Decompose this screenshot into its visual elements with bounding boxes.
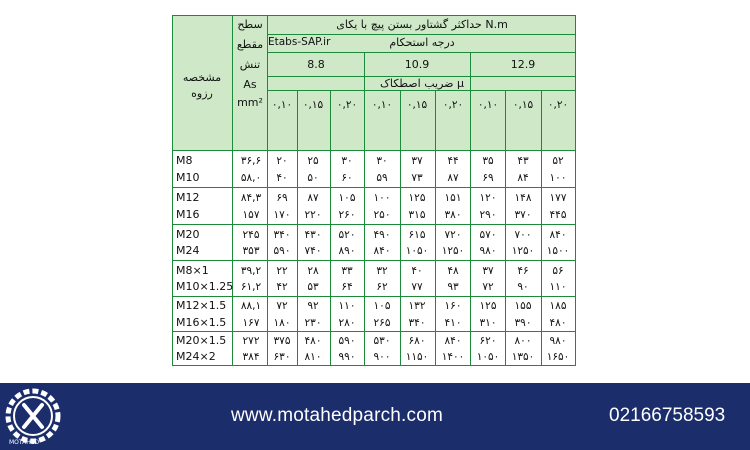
table-cell: ۸۴۰ [549,229,567,241]
mu-header-cell: ۰,۱۵ [512,99,534,111]
mu-header-cell: ۰,۱۵ [406,99,428,111]
grid-line [541,90,542,366]
table-cell: ۱۲۵۰ [441,245,465,257]
grid-line [364,52,365,366]
grid-line [267,90,576,91]
row-spec: M8 [176,154,193,167]
table-cell: ۲۲۰ [304,209,322,221]
table-cell: ۱۱۵۰ [405,351,429,363]
area-header-l3: تنش [239,58,261,71]
row-area: ۳۵۳ [242,245,260,257]
table-cell: ۲۸۰ [338,317,356,329]
grid-line [172,296,576,297]
table-cell: ۷۲ [276,300,288,312]
row-area: ۶۱,۲ [240,281,262,293]
table-cell: ۵۳۰ [373,335,391,347]
table-cell: ۲۲ [276,265,288,277]
row-area: ۳۶,۶ [240,155,262,167]
table-cell: ۷۷ [411,281,423,293]
mu-header-cell: ۰,۲۰ [442,99,464,111]
row-spec: M24 [176,244,200,257]
row-area: ۲۴۵ [242,229,260,241]
table-cell: ۶۹ [276,192,288,204]
grade-10-9: 10.9 [404,58,430,71]
mu-header-cell: ۰,۲۰ [547,99,569,111]
table-cell: ۹۰۰ [373,351,391,363]
table-cell: ۱۵۰۰ [546,245,570,257]
table-cell: ۷۴۰ [304,245,322,257]
table-cell: ۵۲ [552,155,564,167]
table-cell: ۳۷ [411,155,423,167]
grid-line [172,187,576,188]
table-cell: ۱۰۵۰ [405,245,429,257]
table-cell: ۶۴ [341,281,353,293]
table-cell: ۱۱۰ [549,281,567,293]
row-area: ۳۸۴ [242,351,260,363]
table-cell: ۱۴۸ [514,192,532,204]
table-cell: ۲۳۰ [304,317,322,329]
row-area: ۳۹,۲ [240,265,262,277]
table-cell: ۵۹۰ [338,335,356,347]
table-cell: ۱۴۰۰ [441,351,465,363]
grid-line [267,52,576,53]
row-area: ۸۸,۱ [240,300,262,312]
table-cell: ۳۴۰ [273,229,291,241]
table-cell: ۱۳۲ [408,300,426,312]
grid-line [267,15,268,366]
table-cell: ۳۱۵ [408,209,426,221]
torque-table [172,15,576,366]
mu-header-cell: ۰,۱۰ [371,99,393,111]
table-cell: ۴۴ [447,155,459,167]
row-spec: M10×1.25 [176,280,234,293]
mu-header-cell: ۰,۱۰ [271,99,293,111]
table-cell: ۹۰ [517,281,529,293]
grade-label: درجه استحکام [389,36,455,49]
row-spec: M8×1 [176,264,209,277]
table-cell: ۵۰ [307,172,319,184]
row-spec: M20×1.5 [176,334,227,347]
table-cell: ۵۷۰ [479,229,497,241]
row-area: ۸۴,۳ [240,192,262,204]
table-cell: ۹۹۰ [338,351,356,363]
row-area: ۱۵۷ [242,209,260,221]
table-cell: ۹۸۰ [549,335,567,347]
grade-8-8: 8.8 [307,58,325,71]
logo-text: MOTAHED [9,439,40,446]
table-cell: ۷۲ [482,281,494,293]
table-cell: ۳۲ [376,265,388,277]
spec-header: مشخصه رزوه [182,71,222,100]
grid-line [297,90,298,366]
table-cell: ۳۷۰ [514,209,532,221]
row-spec: M10 [176,171,200,184]
table-cell: ۶۰ [341,172,353,184]
table-cell: ۱۰۰ [373,192,391,204]
grid-line [172,15,173,366]
table-cell: ۲۶۵ [373,317,391,329]
grid-line [575,15,576,366]
table-cell: ۵۹۰ [273,245,291,257]
table-cell: ۸۰۰ [514,335,532,347]
table-cell: ۱۳۵۰ [511,351,535,363]
table-cell: ۴۹۰ [373,229,391,241]
table-cell: ۴۱۰ [444,317,462,329]
grid-line [232,15,233,366]
table-cell: ۳۷ [482,265,494,277]
table-cell: ۱۲۵۰ [511,245,535,257]
grid-line [172,260,576,261]
row-spec: M12 [176,191,200,204]
friction-label: ضریب اصطکاک μ [380,77,464,90]
table-cell: ۸۱۰ [304,351,322,363]
row-area: ۲۷۲ [242,335,260,347]
table-cell: ۷۲۰ [444,229,462,241]
table-cell: ۱۵۵ [514,300,532,312]
table-cell: ۱۸۵ [549,300,567,312]
table-cell: ۷۳ [411,172,423,184]
table-cell: ۱۷۰ [273,209,291,221]
table-cell: ۳۳ [341,265,353,277]
table-cell: ۱۰۵ [338,192,356,204]
row-spec: M12×1.5 [176,299,227,312]
table-cell: ۴۳ [517,155,529,167]
table-cell: ۴۴۵ [549,209,567,221]
table-cell: ۴۸۰ [304,335,322,347]
table-cell: ۱۶۰ [444,300,462,312]
table-cell: ۹۳ [447,281,459,293]
row-area: ۱۶۷ [242,317,260,329]
table-cell: ۳۵ [482,155,494,167]
table-cell: ۳۸۰ [444,209,462,221]
table-cell: ۴۲ [276,281,288,293]
area-header-l2: مقطع [236,38,264,51]
grid-line [172,331,576,332]
grid-line [172,150,576,151]
table-cell: ۸۷ [447,172,459,184]
area-header-l5: mm² [237,96,263,109]
table-cell: ۴۶ [517,265,529,277]
table-cell: ۱۲۵ [408,192,426,204]
table-cell: ۲۸ [307,265,319,277]
table-cell: ۶۳۰ [273,351,291,363]
table-cell: ۱۰۵۰ [476,351,500,363]
table-cell: ۱۱۰ [338,300,356,312]
area-header-l4: As [243,78,257,91]
table-cell: ۶۲ [376,281,388,293]
table-cell: ۲۵ [307,155,319,167]
mu-header-cell: ۰,۱۰ [477,99,499,111]
grid-line [267,34,576,35]
table-cell: ۳۹۰ [514,317,532,329]
table-cell: ۱۲۰ [479,192,497,204]
grid-line [400,90,401,366]
table-cell: ۴۰ [411,265,423,277]
table-cell: ۱۲۵ [479,300,497,312]
table-cell: ۸۹۰ [338,245,356,257]
table-cell: ۴۸ [447,265,459,277]
table-cell: ۱۰۰ [549,172,567,184]
grid-line [172,224,576,225]
row-area: ۵۸,۰ [240,172,262,184]
table-cell: ۶۹ [482,172,494,184]
table-cell: ۸۷ [307,192,319,204]
table-cell: ۹۸۰ [479,245,497,257]
table-cell: ۱۶۵۰ [546,351,570,363]
table-cell: ۵۳ [307,281,319,293]
table-cell: ۲۶۰ [338,209,356,221]
table-cell: ۶۱۵ [408,229,426,241]
table-cell: ۳۴۰ [408,317,426,329]
table-cell: ۲۵۰ [373,209,391,221]
grid-line [435,90,436,366]
table-cell: ۵۶ [552,265,564,277]
grid-line [470,52,471,366]
row-spec: M20 [176,228,200,241]
table-cell: ۹۲ [307,300,319,312]
table-cell: ۷۰۰ [514,229,532,241]
table-cell: ۵۲۰ [338,229,356,241]
table-cell: ۶۲۰ [479,335,497,347]
table-cell: ۱۸۰ [273,317,291,329]
table-cell: ۴۸۰ [549,317,567,329]
table-cell: ۴۳۰ [304,229,322,241]
row-spec: M24×2 [176,350,216,363]
table-cell: ۴۰ [276,172,288,184]
mu-header-cell: ۰,۲۰ [336,99,358,111]
row-spec: M16 [176,208,200,221]
table-cell: ۵۹ [376,172,388,184]
table-cell: ۱۰۵ [373,300,391,312]
gear-logo-icon [2,383,64,445]
watermark-text: Etabs-SAP.ir [268,36,331,48]
website-link[interactable]: www.motahedparch.com [231,405,444,426]
row-spec: M16×1.5 [176,316,227,329]
table-cell: ۳۰ [341,155,353,167]
grade-12-9: 12.9 [510,58,536,71]
area-header-l1: سطح [237,18,263,31]
grid-line [505,90,506,366]
table-cell: ۲۰ [276,155,288,167]
table-cell: ۸۴۰ [444,335,462,347]
phone-number[interactable]: 02166758593 [609,405,726,426]
table-cell: ۲۹۰ [479,209,497,221]
grid-line [330,90,331,366]
table-cell: ۸۴ [517,172,529,184]
mu-header-cell: ۰,۱۵ [302,99,324,111]
table-cell: ۱۵۱ [444,192,462,204]
table-cell: ۳۰ [376,155,388,167]
table-cell: ۶۸۰ [408,335,426,347]
table-cell: ۳۷۵ [273,335,291,347]
table-cell: ۸۴۰ [373,245,391,257]
table-cell: ۳۱۰ [479,317,497,329]
table-title: حداکثر گشتاور بستن پیچ با یکای N.m [336,18,508,31]
table-cell: ۱۷۷ [549,192,567,204]
